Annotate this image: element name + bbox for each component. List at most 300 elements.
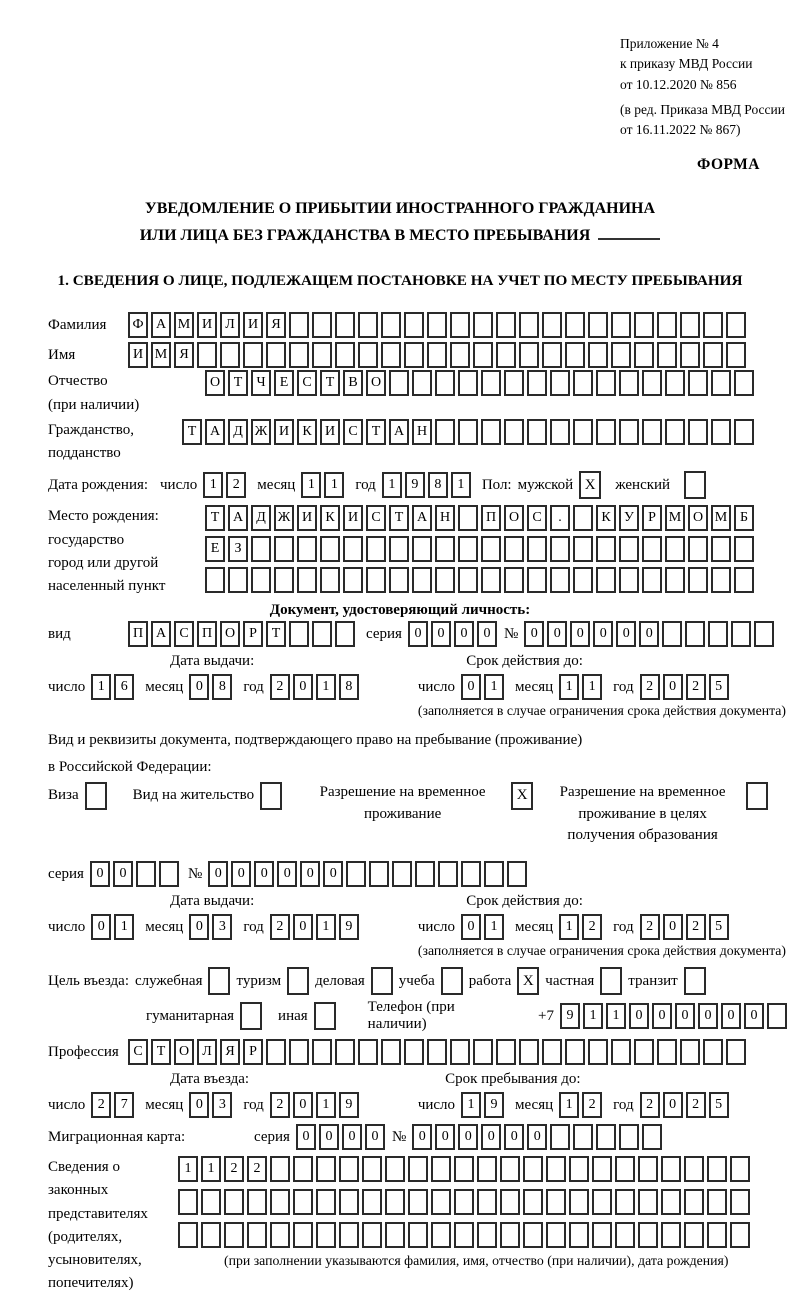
char-box[interactable]: 9	[405, 472, 425, 498]
char-box[interactable]	[289, 312, 309, 338]
char-box[interactable]: И	[343, 505, 363, 531]
char-box[interactable]	[542, 342, 562, 368]
char-box[interactable]: 0	[189, 914, 209, 940]
char-box[interactable]	[435, 567, 455, 593]
char-box[interactable]	[619, 567, 639, 593]
char-box[interactable]	[546, 1189, 566, 1215]
char-box[interactable]	[573, 419, 593, 445]
char-box[interactable]	[661, 1156, 681, 1182]
char-box[interactable]: О	[174, 1039, 194, 1065]
char-box[interactable]: 0	[675, 1003, 695, 1029]
char-box[interactable]: 0	[412, 1124, 432, 1150]
char-box[interactable]	[754, 621, 774, 647]
char-box[interactable]	[596, 536, 616, 562]
char-box[interactable]	[642, 370, 662, 396]
char-box[interactable]: 0	[663, 914, 683, 940]
char-box[interactable]	[615, 1189, 635, 1215]
char-box[interactable]: С	[128, 1039, 148, 1065]
char-box[interactable]: Д	[251, 505, 271, 531]
char-box[interactable]	[435, 370, 455, 396]
char-box[interactable]	[385, 1189, 405, 1215]
char-box[interactable]	[427, 1039, 447, 1065]
char-box[interactable]	[688, 419, 708, 445]
char-box[interactable]	[316, 1156, 336, 1182]
char-box[interactable]	[335, 1039, 355, 1065]
char-box[interactable]: 0	[461, 914, 481, 940]
char-box[interactable]	[619, 419, 639, 445]
char-box[interactable]	[642, 419, 662, 445]
char-box[interactable]	[438, 861, 458, 887]
char-box[interactable]: 0	[113, 861, 133, 887]
char-box[interactable]: Я	[266, 312, 286, 338]
char-box[interactable]: О	[366, 370, 386, 396]
char-box[interactable]	[312, 1039, 332, 1065]
char-box[interactable]	[588, 1039, 608, 1065]
char-box[interactable]	[730, 1189, 750, 1215]
purpose-private-checkbox[interactable]	[600, 967, 622, 995]
char-box[interactable]: 8	[212, 674, 232, 700]
char-box[interactable]	[596, 567, 616, 593]
char-box[interactable]	[201, 1222, 221, 1248]
char-box[interactable]	[657, 1039, 677, 1065]
char-box[interactable]	[550, 536, 570, 562]
char-box[interactable]: 1	[484, 914, 504, 940]
char-box[interactable]: 2	[686, 1092, 706, 1118]
char-box[interactable]	[731, 621, 751, 647]
char-box[interactable]	[657, 312, 677, 338]
char-box[interactable]: С	[366, 505, 386, 531]
char-box[interactable]	[270, 1156, 290, 1182]
char-box[interactable]	[573, 567, 593, 593]
char-box[interactable]: 0	[721, 1003, 741, 1029]
char-box[interactable]: К	[596, 505, 616, 531]
char-box[interactable]: 2	[270, 1092, 290, 1118]
char-box[interactable]: Н	[435, 505, 455, 531]
char-box[interactable]	[680, 312, 700, 338]
char-box[interactable]	[527, 370, 547, 396]
char-box[interactable]	[408, 1156, 428, 1182]
char-box[interactable]	[573, 1124, 593, 1150]
char-box[interactable]: 0	[481, 1124, 501, 1150]
char-box[interactable]	[611, 342, 631, 368]
char-box[interactable]	[550, 370, 570, 396]
char-box[interactable]: С	[297, 370, 317, 396]
char-box[interactable]: 2	[224, 1156, 244, 1182]
char-box[interactable]	[335, 621, 355, 647]
char-box[interactable]: 0	[663, 674, 683, 700]
char-box[interactable]	[484, 861, 504, 887]
char-box[interactable]: Ф	[128, 312, 148, 338]
char-box[interactable]: С	[343, 419, 363, 445]
char-box[interactable]: Р	[243, 1039, 263, 1065]
char-box[interactable]	[504, 370, 524, 396]
char-box[interactable]: 1	[316, 914, 336, 940]
char-box[interactable]: Р	[243, 621, 263, 647]
char-box[interactable]	[312, 312, 332, 338]
char-box[interactable]	[481, 536, 501, 562]
char-box[interactable]: В	[343, 370, 363, 396]
char-box[interactable]	[220, 342, 240, 368]
char-box[interactable]	[730, 1156, 750, 1182]
char-box[interactable]	[381, 1039, 401, 1065]
char-box[interactable]	[431, 1222, 451, 1248]
char-box[interactable]	[496, 312, 516, 338]
char-box[interactable]	[274, 567, 294, 593]
char-box[interactable]: 1	[461, 1092, 481, 1118]
char-box[interactable]	[684, 1156, 704, 1182]
purpose-work-checkbox[interactable]: X	[517, 967, 539, 995]
char-box[interactable]	[431, 1189, 451, 1215]
char-box[interactable]: 6	[114, 674, 134, 700]
char-box[interactable]	[366, 536, 386, 562]
char-box[interactable]: И	[243, 312, 263, 338]
char-box[interactable]: 0	[570, 621, 590, 647]
char-box[interactable]: 9	[339, 914, 359, 940]
char-box[interactable]: Ч	[251, 370, 271, 396]
char-box[interactable]: 2	[640, 674, 660, 700]
char-box[interactable]	[496, 342, 516, 368]
char-box[interactable]	[711, 419, 731, 445]
purpose-business-checkbox[interactable]	[371, 967, 393, 995]
char-box[interactable]	[293, 1189, 313, 1215]
char-box[interactable]: 0	[293, 674, 313, 700]
char-box[interactable]	[688, 370, 708, 396]
char-box[interactable]	[477, 1189, 497, 1215]
char-box[interactable]: П	[481, 505, 501, 531]
char-box[interactable]	[569, 1156, 589, 1182]
char-box[interactable]	[369, 861, 389, 887]
char-box[interactable]	[634, 342, 654, 368]
char-box[interactable]: 2	[686, 674, 706, 700]
char-box[interactable]	[427, 312, 447, 338]
char-box[interactable]	[569, 1189, 589, 1215]
char-box[interactable]	[385, 1222, 405, 1248]
char-box[interactable]	[477, 1222, 497, 1248]
char-box[interactable]: П	[128, 621, 148, 647]
char-box[interactable]: 0	[189, 1092, 209, 1118]
char-box[interactable]	[274, 536, 294, 562]
char-box[interactable]	[592, 1189, 612, 1215]
char-box[interactable]	[431, 1156, 451, 1182]
char-box[interactable]	[707, 1156, 727, 1182]
char-box[interactable]	[665, 536, 685, 562]
char-box[interactable]: 0	[527, 1124, 547, 1150]
char-box[interactable]	[404, 1039, 424, 1065]
char-box[interactable]	[734, 536, 754, 562]
char-box[interactable]: Т	[151, 1039, 171, 1065]
char-box[interactable]: 2	[686, 914, 706, 940]
char-box[interactable]	[730, 1222, 750, 1248]
char-box[interactable]	[588, 312, 608, 338]
char-box[interactable]: 1	[91, 674, 111, 700]
char-box[interactable]	[638, 1156, 658, 1182]
char-box[interactable]: 0	[547, 621, 567, 647]
char-box[interactable]	[634, 312, 654, 338]
char-box[interactable]	[312, 621, 332, 647]
residence-permit-checkbox[interactable]	[260, 782, 282, 810]
char-box[interactable]	[473, 1039, 493, 1065]
char-box[interactable]	[703, 312, 723, 338]
char-box[interactable]	[320, 536, 340, 562]
char-box[interactable]	[523, 1189, 543, 1215]
char-box[interactable]: 2	[91, 1092, 111, 1118]
char-box[interactable]	[565, 312, 585, 338]
char-box[interactable]	[527, 536, 547, 562]
char-box[interactable]: 2	[582, 914, 602, 940]
char-box[interactable]: 0	[319, 1124, 339, 1150]
char-box[interactable]: М	[711, 505, 731, 531]
char-box[interactable]: Т	[205, 505, 225, 531]
char-box[interactable]	[726, 312, 746, 338]
char-box[interactable]	[335, 342, 355, 368]
char-box[interactable]	[450, 342, 470, 368]
char-box[interactable]	[588, 342, 608, 368]
char-box[interactable]: 1	[582, 674, 602, 700]
char-box[interactable]	[685, 621, 705, 647]
char-box[interactable]: М	[151, 342, 171, 368]
char-box[interactable]: 5	[709, 914, 729, 940]
purpose-tourism-checkbox[interactable]	[287, 967, 309, 995]
char-box[interactable]: 1	[178, 1156, 198, 1182]
char-box[interactable]	[381, 342, 401, 368]
char-box[interactable]: 3	[212, 914, 232, 940]
char-box[interactable]: 0	[208, 861, 228, 887]
char-box[interactable]	[596, 370, 616, 396]
char-box[interactable]	[496, 1039, 516, 1065]
char-box[interactable]	[481, 567, 501, 593]
char-box[interactable]	[711, 536, 731, 562]
char-box[interactable]: .	[550, 505, 570, 531]
char-box[interactable]	[461, 861, 481, 887]
char-box[interactable]: Т	[320, 370, 340, 396]
char-box[interactable]	[688, 536, 708, 562]
char-box[interactable]: 2	[582, 1092, 602, 1118]
char-box[interactable]	[297, 536, 317, 562]
char-box[interactable]: 0	[342, 1124, 362, 1150]
char-box[interactable]	[289, 1039, 309, 1065]
char-box[interactable]	[389, 370, 409, 396]
char-box[interactable]	[458, 505, 478, 531]
char-box[interactable]: 0	[408, 621, 428, 647]
char-box[interactable]	[519, 342, 539, 368]
char-box[interactable]: А	[151, 312, 171, 338]
char-box[interactable]	[523, 1156, 543, 1182]
char-box[interactable]: И	[274, 419, 294, 445]
char-box[interactable]: Л	[220, 312, 240, 338]
char-box[interactable]: 0	[454, 621, 474, 647]
char-box[interactable]	[243, 342, 263, 368]
char-box[interactable]	[527, 419, 547, 445]
char-box[interactable]	[228, 567, 248, 593]
char-box[interactable]: Я	[220, 1039, 240, 1065]
char-box[interactable]	[684, 1189, 704, 1215]
char-box[interactable]: У	[619, 505, 639, 531]
char-box[interactable]	[523, 1222, 543, 1248]
purpose-transit-checkbox[interactable]	[684, 967, 706, 995]
char-box[interactable]	[504, 419, 524, 445]
char-box[interactable]: И	[128, 342, 148, 368]
char-box[interactable]: 0	[365, 1124, 385, 1150]
char-box[interactable]: 0	[296, 1124, 316, 1150]
char-box[interactable]	[343, 536, 363, 562]
char-box[interactable]	[661, 1189, 681, 1215]
char-box[interactable]	[708, 621, 728, 647]
char-box[interactable]: Л	[197, 1039, 217, 1065]
char-box[interactable]: И	[320, 419, 340, 445]
purpose-other-checkbox[interactable]	[314, 1002, 336, 1030]
char-box[interactable]: 1	[606, 1003, 626, 1029]
char-box[interactable]	[427, 342, 447, 368]
char-box[interactable]	[339, 1222, 359, 1248]
char-box[interactable]	[251, 536, 271, 562]
char-box[interactable]	[201, 1189, 221, 1215]
char-box[interactable]	[642, 536, 662, 562]
char-box[interactable]	[454, 1189, 474, 1215]
char-box[interactable]	[450, 312, 470, 338]
char-box[interactable]: М	[665, 505, 685, 531]
char-box[interactable]: А	[389, 419, 409, 445]
char-box[interactable]: 0	[323, 861, 343, 887]
char-box[interactable]	[205, 567, 225, 593]
char-box[interactable]	[504, 536, 524, 562]
char-box[interactable]: 0	[293, 914, 313, 940]
char-box[interactable]	[316, 1222, 336, 1248]
char-box[interactable]	[711, 567, 731, 593]
char-box[interactable]	[362, 1156, 382, 1182]
char-box[interactable]: 0	[254, 861, 274, 887]
char-box[interactable]	[527, 567, 547, 593]
char-box[interactable]: 5	[709, 1092, 729, 1118]
char-box[interactable]	[565, 1039, 585, 1065]
char-box[interactable]	[247, 1189, 267, 1215]
char-box[interactable]	[573, 536, 593, 562]
char-box[interactable]	[178, 1222, 198, 1248]
char-box[interactable]	[477, 1156, 497, 1182]
char-box[interactable]	[500, 1189, 520, 1215]
char-box[interactable]	[450, 1039, 470, 1065]
char-box[interactable]: 1	[324, 472, 344, 498]
char-box[interactable]	[596, 419, 616, 445]
char-box[interactable]	[473, 312, 493, 338]
char-box[interactable]: З	[228, 536, 248, 562]
char-box[interactable]: 8	[339, 674, 359, 700]
char-box[interactable]: А	[205, 419, 225, 445]
char-box[interactable]	[688, 567, 708, 593]
char-box[interactable]	[542, 312, 562, 338]
char-box[interactable]: 0	[504, 1124, 524, 1150]
char-box[interactable]	[454, 1156, 474, 1182]
char-box[interactable]	[270, 1189, 290, 1215]
char-box[interactable]: 0	[458, 1124, 478, 1150]
purpose-study-checkbox[interactable]	[441, 967, 463, 995]
char-box[interactable]: 0	[593, 621, 613, 647]
char-box[interactable]	[615, 1222, 635, 1248]
char-box[interactable]: О	[205, 370, 225, 396]
char-box[interactable]	[362, 1222, 382, 1248]
char-box[interactable]	[662, 621, 682, 647]
char-box[interactable]: Я	[174, 342, 194, 368]
char-box[interactable]: 0	[277, 861, 297, 887]
char-box[interactable]	[224, 1189, 244, 1215]
char-box[interactable]	[197, 342, 217, 368]
char-box[interactable]	[734, 567, 754, 593]
char-box[interactable]	[435, 536, 455, 562]
char-box[interactable]	[592, 1156, 612, 1182]
char-box[interactable]	[392, 861, 412, 887]
char-box[interactable]: 2	[640, 914, 660, 940]
char-box[interactable]	[366, 567, 386, 593]
char-box[interactable]	[726, 342, 746, 368]
char-box[interactable]: 1	[316, 674, 336, 700]
char-box[interactable]	[634, 1039, 654, 1065]
char-box[interactable]	[358, 1039, 378, 1065]
char-box[interactable]	[642, 567, 662, 593]
char-box[interactable]: 5	[709, 674, 729, 700]
char-box[interactable]: 8	[428, 472, 448, 498]
char-box[interactable]	[339, 1189, 359, 1215]
char-box[interactable]: 1	[559, 1092, 579, 1118]
char-box[interactable]	[358, 342, 378, 368]
char-box[interactable]: К	[297, 419, 317, 445]
char-box[interactable]	[312, 342, 332, 368]
char-box[interactable]	[661, 1222, 681, 1248]
char-box[interactable]	[358, 312, 378, 338]
char-box[interactable]: 2	[270, 914, 290, 940]
char-box[interactable]	[136, 861, 156, 887]
char-box[interactable]: К	[320, 505, 340, 531]
char-box[interactable]	[270, 1222, 290, 1248]
char-box[interactable]: 0	[90, 861, 110, 887]
char-box[interactable]: 0	[524, 621, 544, 647]
char-box[interactable]: 1	[382, 472, 402, 498]
char-box[interactable]: Т	[182, 419, 202, 445]
char-box[interactable]: Е	[274, 370, 294, 396]
char-box[interactable]: 2	[640, 1092, 660, 1118]
char-box[interactable]: 2	[270, 674, 290, 700]
char-box[interactable]: 2	[226, 472, 246, 498]
char-box[interactable]: 0	[663, 1092, 683, 1118]
char-box[interactable]: 3	[212, 1092, 232, 1118]
char-box[interactable]	[389, 536, 409, 562]
char-box[interactable]	[251, 567, 271, 593]
char-box[interactable]: 2	[247, 1156, 267, 1182]
char-box[interactable]	[550, 567, 570, 593]
char-box[interactable]: 9	[484, 1092, 504, 1118]
char-box[interactable]: А	[412, 505, 432, 531]
char-box[interactable]: 1	[484, 674, 504, 700]
char-box[interactable]: 9	[339, 1092, 359, 1118]
char-box[interactable]	[500, 1222, 520, 1248]
char-box[interactable]	[435, 419, 455, 445]
char-box[interactable]	[546, 1222, 566, 1248]
char-box[interactable]: П	[197, 621, 217, 647]
char-box[interactable]: С	[527, 505, 547, 531]
char-box[interactable]: 9	[560, 1003, 580, 1029]
char-box[interactable]	[611, 1039, 631, 1065]
char-box[interactable]: 0	[652, 1003, 672, 1029]
char-box[interactable]	[335, 312, 355, 338]
char-box[interactable]	[458, 370, 478, 396]
char-box[interactable]	[473, 342, 493, 368]
char-box[interactable]: 7	[114, 1092, 134, 1118]
char-box[interactable]	[415, 861, 435, 887]
char-box[interactable]	[592, 1222, 612, 1248]
char-box[interactable]	[289, 621, 309, 647]
temp-residence-education-checkbox[interactable]	[746, 782, 768, 810]
char-box[interactable]	[412, 536, 432, 562]
char-box[interactable]: И	[197, 312, 217, 338]
temp-residence-checkbox[interactable]: X	[511, 782, 533, 810]
